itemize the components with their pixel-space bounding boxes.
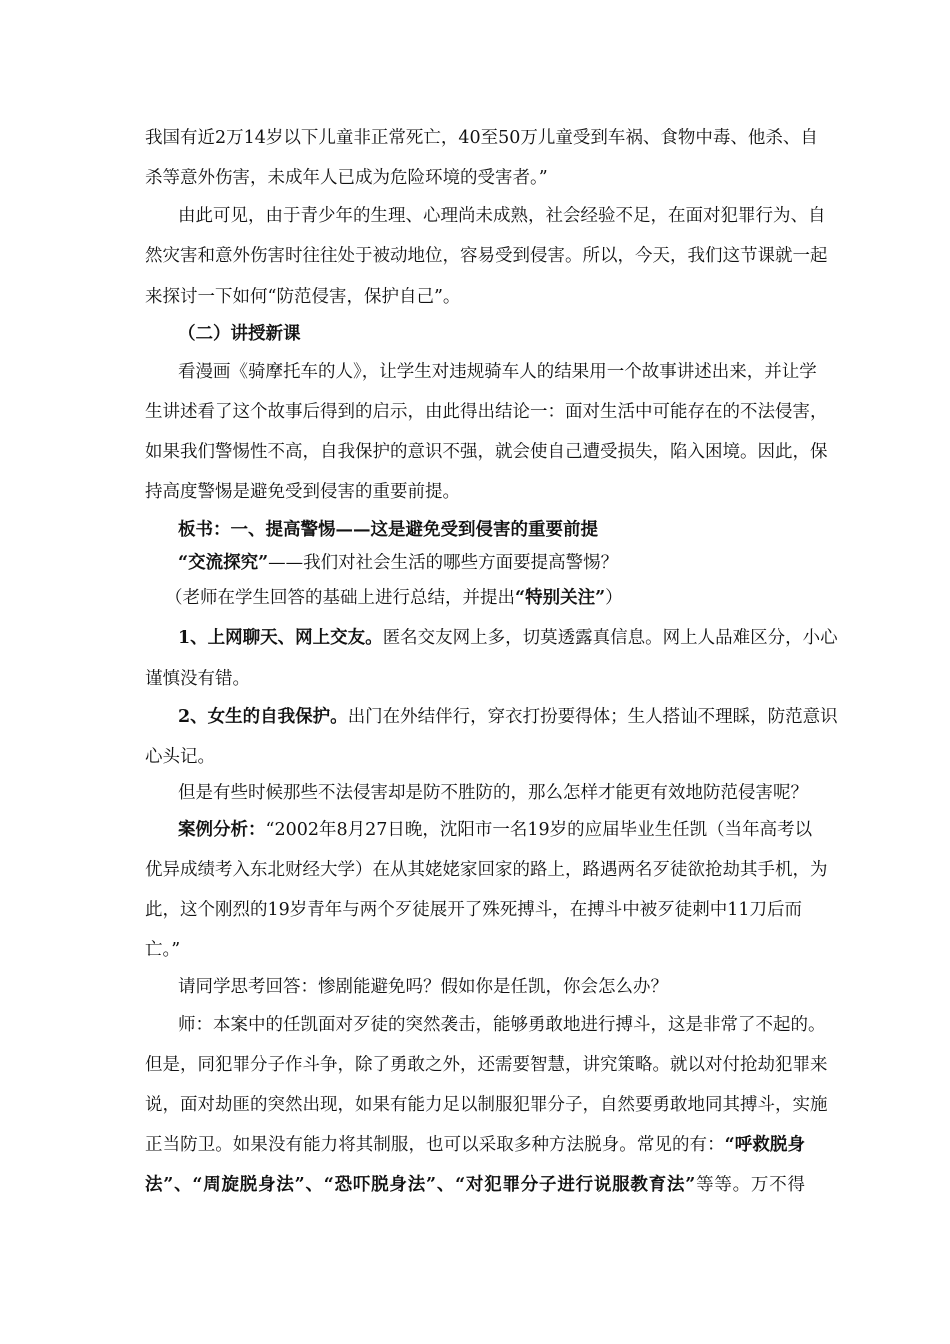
paragraph-2-line-1: 由此可见，由于青少年的生理、心理尚未成熟，社会经验不足，在面对犯罪行为、自 [178, 206, 826, 226]
teacher-reply-line-4-bold: “呼救脱身 [724, 1135, 805, 1155]
paragraph-2-line-2: 然灾害和意外伤害时往往处于被动地位，容易受到侵害。所以，今天，我们这节课就一起 [145, 246, 828, 266]
item-1-text: 匿名交友网上多，切莫透露真信息。网上人品难区分，小心 [382, 628, 838, 648]
paragraph-3-line-2: 生讲述看了这个故事后得到的启示，由此得出结论一：面对生活中可能存在的不法侵害， [145, 402, 828, 422]
section-heading: （二）讲授新课 [178, 324, 301, 344]
paragraph-1-line-1: 我国有近2万14岁以下儿童非正常死亡，40至50万儿童受到车祸、食物中毒、他杀、自 [145, 128, 818, 148]
teacher-reply-line-2: 但是，同犯罪分子作斗争，除了勇敢之外，还需要智慧，讲究策略。就以对付抢劫犯罪来 [145, 1055, 828, 1075]
paragraph-1-line-2: 杀等意外伤害，未成年人已成为危险环境的受害者。” [145, 168, 548, 188]
board-note: 板书：一、提高警惕——这是避免受到侵害的重要前提 [178, 520, 598, 540]
paragraph-3-line-1: 看漫画《骑摩托车的人》，让学生对违规骑车人的结果用一个故事讲述出来，并让学 [178, 362, 817, 382]
item-2-heading: 2、女生的自我保护。 [178, 707, 348, 727]
item-2-line-2: 心头记。 [145, 747, 215, 767]
exchange-text: ——我们对社会生活的哪些方面要提高警惕？ [268, 553, 619, 573]
question-line: 但是有些时候那些不法侵害却是防不胜防的，那么怎样才能更有效地防范侵害呢？ [178, 783, 808, 803]
teacher-reply-line-5-text: 等等。万不得 [695, 1175, 805, 1195]
case-analysis-line-2: 优异成绩考入东北财经大学）在从其姥姥家回家的路上，路遇两名歹徒欲抢劫其手机，为 [145, 860, 828, 880]
think-prompt: 请同学思考回答：惨剧能避免吗？假如你是任凯，你会怎么办？ [178, 977, 668, 997]
case-analysis-text: “2002年8月27日晚，沈阳市一名19岁的应届毕业生任凯（当年高考以 [265, 820, 813, 840]
item-2-line-1 [178, 706, 838, 728]
teacher-note-before: （老师在学生回答的基础上进行总结，并提出 [165, 588, 515, 608]
paragraph-2-line-3: 来探讨一下如何“防范侵害，保护自己”。 [145, 287, 461, 307]
teacher-note [165, 587, 825, 609]
teacher-reply-line-4 [145, 1134, 805, 1156]
case-analysis-line-1 [178, 819, 813, 841]
item-1-line-2: 谨慎没有错。 [145, 669, 250, 689]
teacher-reply-line-4-text: 正当防卫。如果没有能力将其制服，也可以采取多种方法脱身。常见的有： [145, 1135, 725, 1155]
case-analysis-line-4: 亡。” [145, 940, 181, 960]
teacher-note-bold: “特别关注” [515, 588, 606, 608]
teacher-reply-line-5-bold: 法”、“周旋脱身法”、“恐吓脱身法”、“对犯罪分子进行说服教育法” [145, 1175, 696, 1195]
case-analysis-label: 案例分析： [178, 820, 266, 840]
exchange-label: “交流探究” [178, 553, 269, 573]
item-1-heading: 1、上网聊天、网上交友。 [178, 628, 383, 648]
teacher-reply-line-1: 师：本案中的任凯面对歹徒的突然袭击，能够勇敢地进行搏斗，这是非常了不起的。 [178, 1015, 826, 1035]
paragraph-3-line-4: 持高度警惕是避免受到侵害的重要前提。 [145, 482, 460, 502]
item-1-line-1 [178, 627, 838, 649]
teacher-reply-line-5 [145, 1174, 805, 1196]
exchange-line [178, 552, 838, 574]
item-2-text: 出门在外结伴行，穿衣打扮要得体；生人搭讪不理睬，防范意识 [347, 707, 838, 727]
paragraph-3-line-3: 如果我们警惕性不高，自我保护的意识不强，就会使自己遭受损失，陷入困境。因此，保 [145, 442, 828, 462]
teacher-reply-line-3: 说，面对劫匪的突然出现，如果有能力足以制服犯罪分子，自然要勇敢地同其搏斗，实施 [145, 1095, 828, 1115]
case-analysis-line-3: 此，这个刚烈的19岁青年与两个歹徒展开了殊死搏斗，在搏斗中被歹徒刺中11刀后而 [145, 900, 803, 920]
teacher-note-after: ） [605, 588, 623, 608]
